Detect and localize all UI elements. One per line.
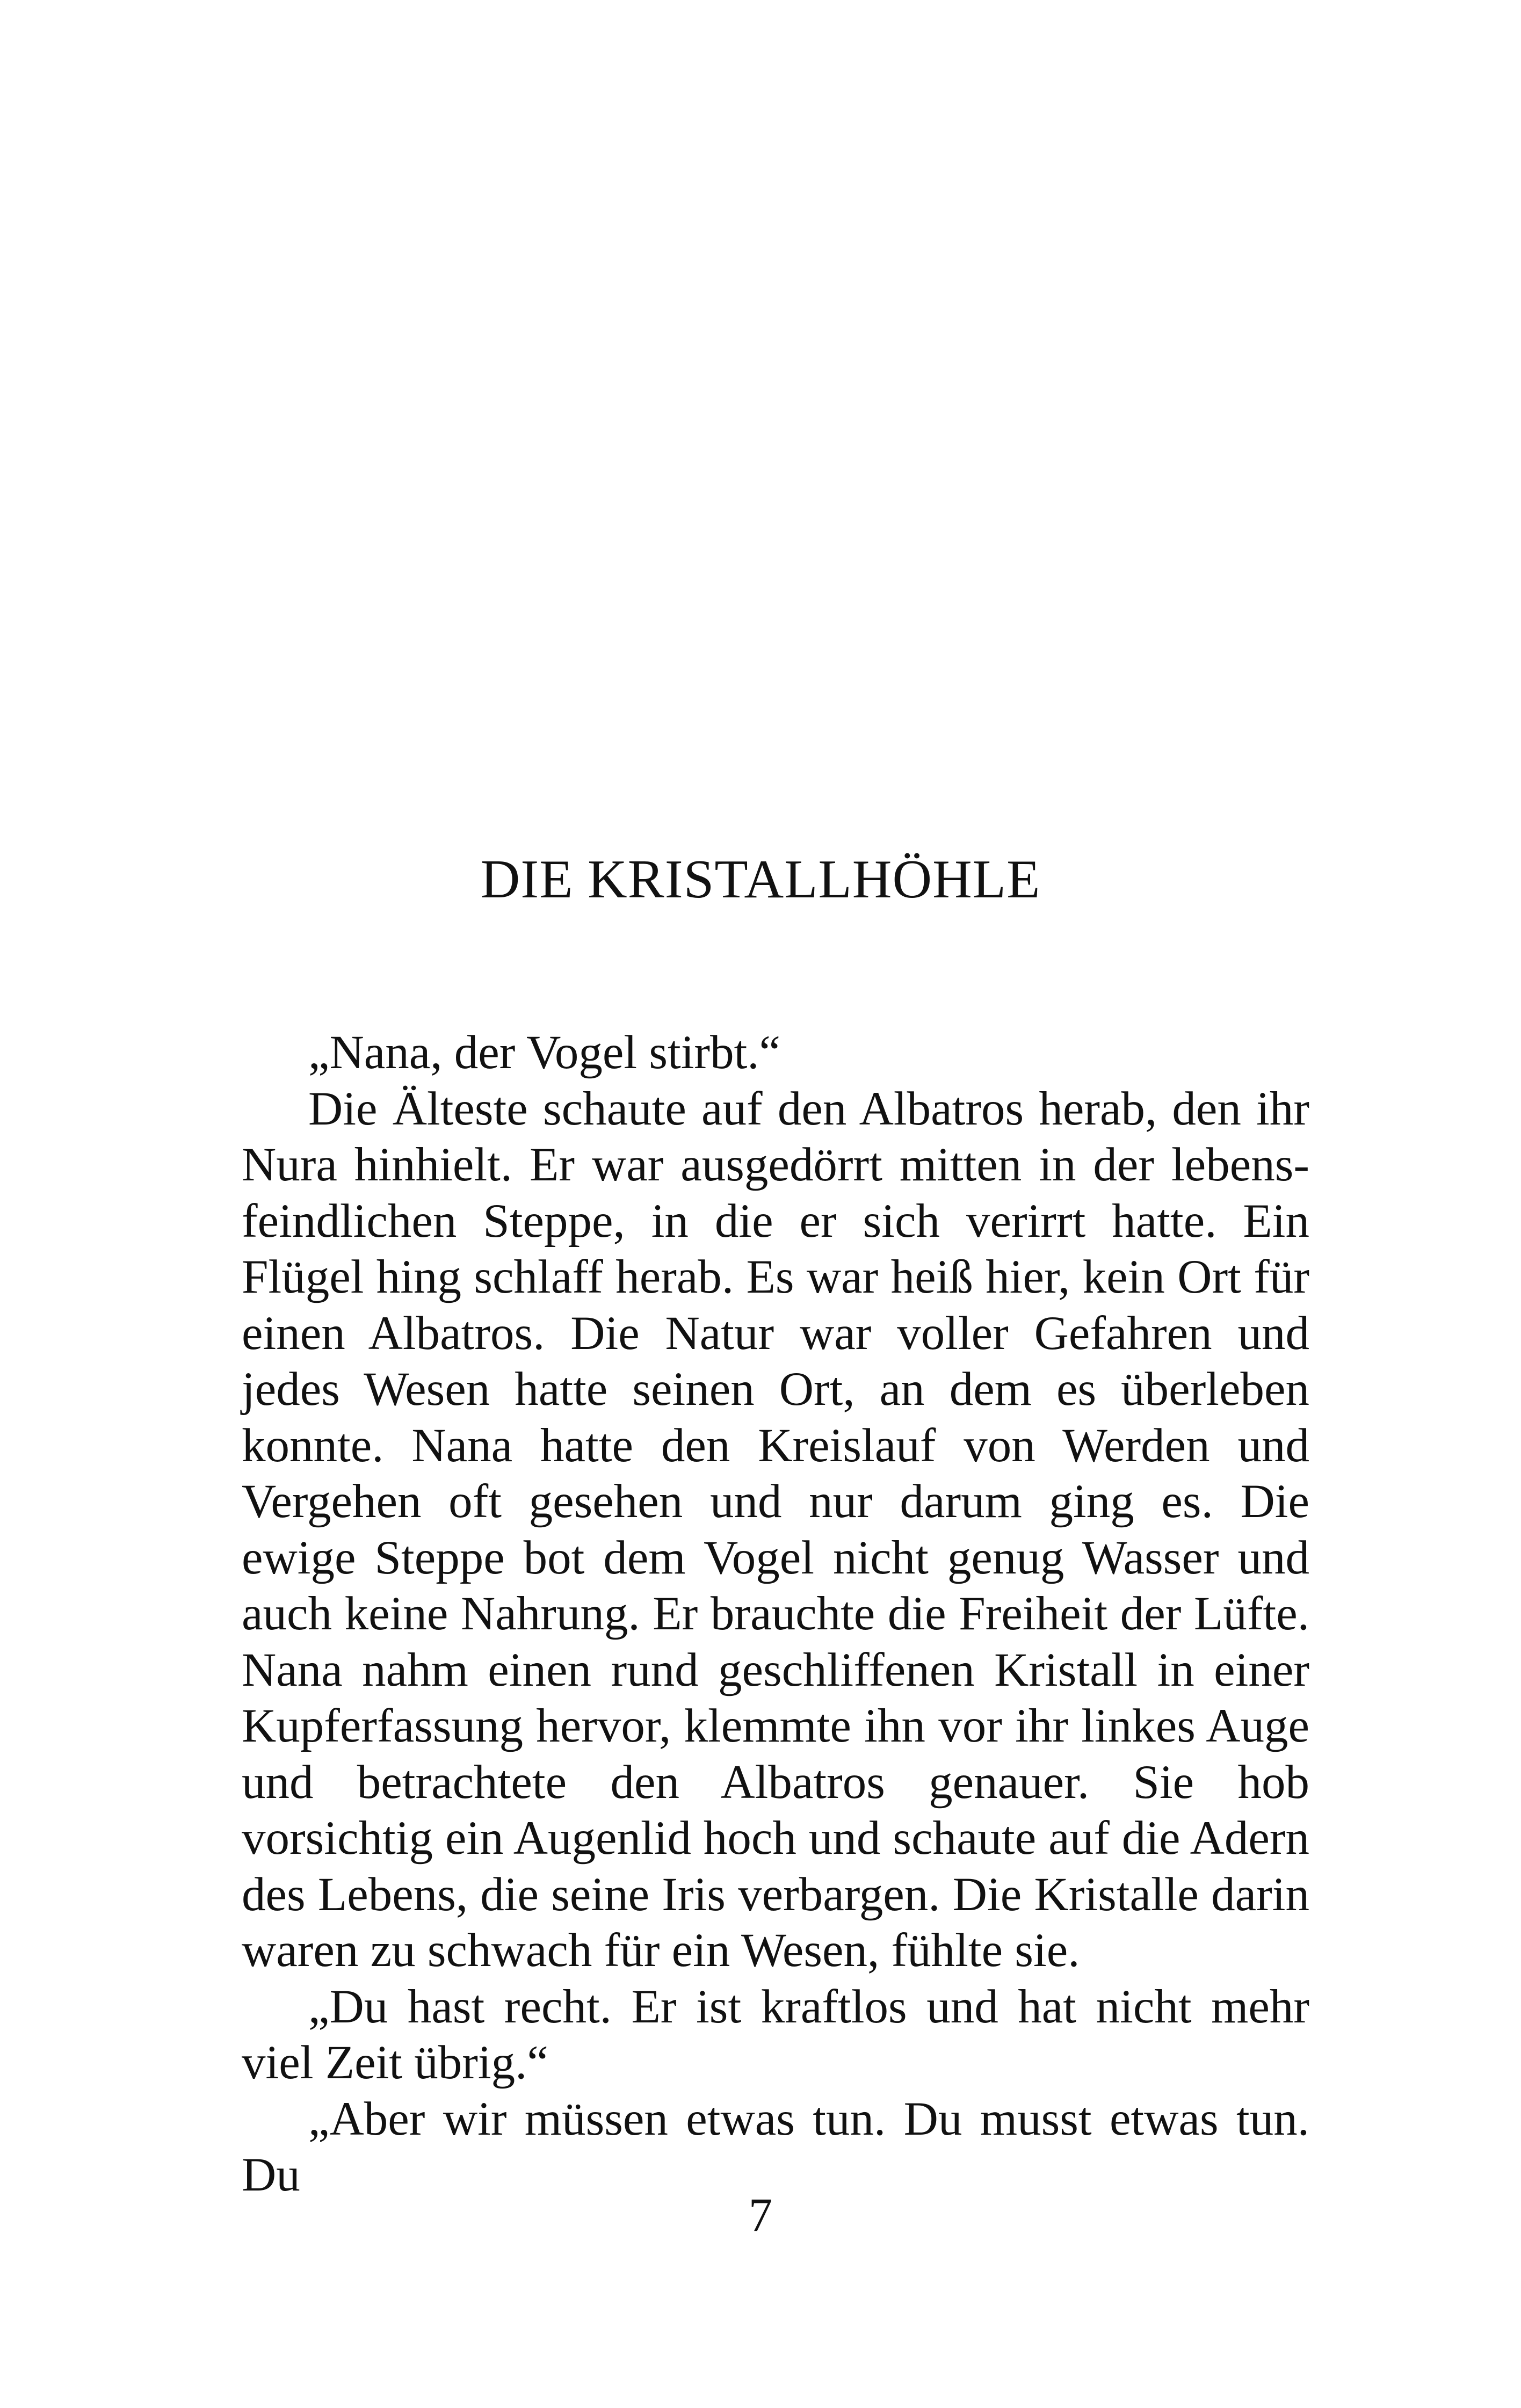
- paragraph: „Nana, der Vogel stirbt.“: [308, 1026, 781, 1079]
- body-text: [242, 1025, 1309, 2203]
- paragraph: Die Älteste schaute auf den Albatros herab, den ihr Nura hinhielt. Er war ausgedörrt mitten in der lebensfeindlichen Steppe, in die er sich verirrt hatte. Ein Flügel hing schlaff herab. Es war heiß hier, kein Ort für einen Albatros. Die Natur war voller Gefahren und jedes Wesen hatte seinen Ort, an dem es überleben konnte. Nana hatte den Kreislauf von Werden und Vergehen oft gesehen und nur darum ging es. Die ewige Steppe bot dem Vogel nicht genug Wasser und auch keine Nahrung. Er brauchte die Freiheit der Lüfte. Nana nahm einen rund geschliffenen Kristall in einer Kupferfassung hervor, klemmte ihn vor ihr linkes Auge und betrachtete den Albatros genauer. Sie hob vorsichtig ein Augenlid hoch und schaute auf die Adern des Lebens, die seine Iris verbargen. Die Kristalle darin waren zu schwach für ein Wesen, fühlte sie.: [242, 1082, 1309, 1977]
- paragraph: „Du hast recht. Er ist kraftlos und hat nicht mehr viel Zeit übrig.“: [242, 1980, 1309, 2089]
- page-number: 7: [748, 2189, 773, 2242]
- paragraph: „Aber wir müssen etwas tun. Du musst etwas tun. Du: [242, 2092, 1309, 2201]
- chapter-title: DIE KRISTALLHÖHLE: [480, 849, 1041, 910]
